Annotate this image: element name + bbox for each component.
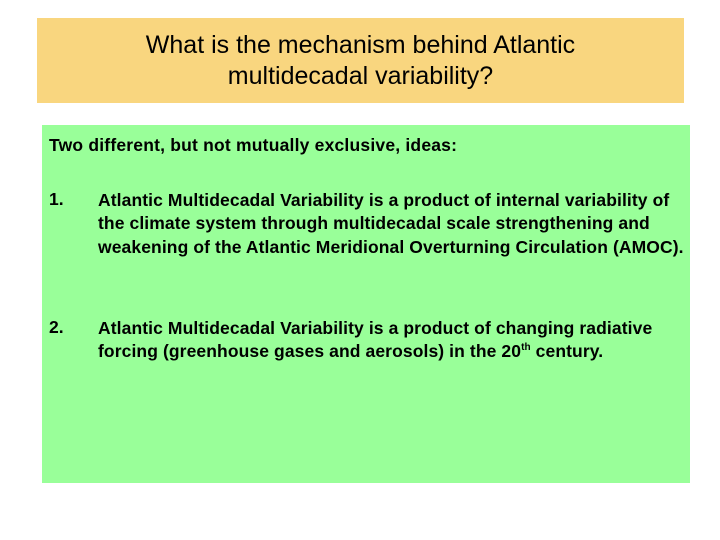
list-item-text — [98, 317, 688, 364]
slide-title-line-2: multidecadal variability? — [227, 61, 494, 90]
list-item-number: 2. — [49, 317, 64, 337]
list-item-text-end: century. — [530, 341, 604, 362]
list-item-superscript: th — [521, 342, 531, 354]
list-item-number: 1. — [49, 189, 64, 209]
slide-title-line-1: What is the mechanism behind Atlantic — [145, 30, 576, 59]
list-item-text-main: Atlantic Multidecadal Variability is a product of changing radiative forcing (greenhouse gases and aerosols) in the 20 — [98, 318, 653, 362]
intro-text: Two different, but not mutually exclusive, ideas: — [49, 135, 458, 155]
slide-title — [81, 30, 641, 92]
slide-title-box — [37, 18, 684, 103]
content-box — [42, 125, 690, 483]
list-item-text: Atlantic Multidecadal Variability is a product of internal variability of the climate system through multidecadal scale strengthening and weakening of the Atlantic Meridional Overturning Circulation (AMOC). — [98, 190, 684, 257]
